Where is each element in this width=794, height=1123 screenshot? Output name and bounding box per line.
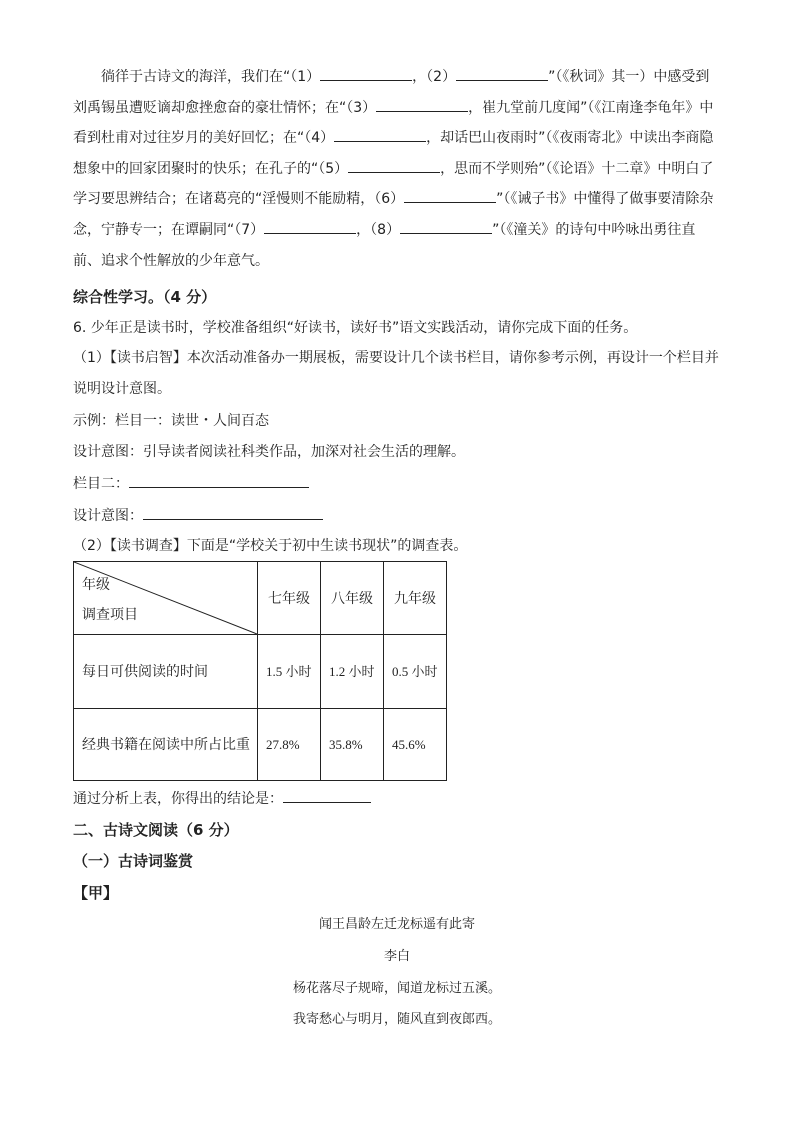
conclusion-label: 通过分析上表，你得出的结论是： [73,791,283,807]
poem-marker-jia: 【甲】 [73,884,119,902]
recitation-text: ，却话巴山夜雨时”（《夜雨寄北》中读出李商隐想象中的回家团聚时的快乐；在孔子的“（5） [73,130,714,177]
classics-share-grade9: 45.6% [384,709,447,781]
example-intent: 设计意图：引导读者阅读社科类作品，加深对社会生活的理解。 [73,444,465,460]
row-label-reading-time: 每日可供阅读的时间 [74,635,258,709]
blank-6[interactable] [404,188,496,203]
table-corner-cell [74,562,258,635]
poem-author: 李白 [383,949,410,964]
column-two-blank[interactable] [129,473,309,488]
recitation-text: 徜徉于古诗文的海洋，我们在“（1） [101,69,321,85]
corner-item-label: 调查项目 [82,607,138,623]
question-6-stem: 6. 少年正是读书时，学校准备组织“好读书，读好书”语文实践活动，请你完成下面的任务。 [73,320,638,336]
poem-title: 闻王昌龄左迁龙标遥有此寄 [318,917,475,932]
section-heading-comprehensive: 综合性学习。（4 分） [73,288,217,306]
column-two-row [73,473,309,495]
recitation-text: ，（2） [412,69,457,85]
conclusion-row [73,788,371,810]
classics-share-grade7: 27.8% [258,709,321,781]
blank-7[interactable] [264,219,356,234]
recitation-text: ”（《秋词》其一）中感受到刘禹锡虽遭贬谪却愈挫愈奋的豪壮情怀；在“（3） [73,69,710,116]
intent-label: 设计意图： [73,508,143,524]
example-column: 示例：栏目一：读世・人间百态 [73,413,269,429]
blank-2[interactable] [456,66,548,81]
blank-1[interactable] [320,66,412,81]
blank-5[interactable] [348,158,440,173]
question-6-sub1: （1）【读书启智】本次活动准备办一期展板，需要设计几个读书栏目，请你参考示例，再设计一个栏目并说明设计意图。 [73,350,719,397]
intent-blank[interactable] [143,505,323,520]
table-row [74,635,447,709]
blank-3[interactable] [376,97,468,112]
intent-row [73,505,323,527]
subsection-heading-poetry: （一）古诗词鉴赏 [73,852,194,870]
reading-time-grade9: 0.5 小时 [384,635,447,709]
table-header-grade7: 七年级 [258,562,321,635]
recitation-text: ，崔九堂前几度闻”（《江南逢李龟年》中看到杜甫对过往岁月的美好回忆；在“（4） [73,99,714,147]
reading-time-grade7: 1.5 小时 [258,635,321,709]
row-label-classics-share: 经典书籍在阅读中所占比重 [74,709,258,781]
recitation-text: ，（8） [356,221,401,238]
table-row [74,709,447,781]
recitation-text: ，思而不学则殆”（《论语》十二章》中明白了学习要思辨结合；在诸葛亮的“淫慢则不能励精，（6） [73,160,714,208]
table-header-row [74,562,447,635]
classics-share-grade8: 35.8% [321,709,384,781]
column-two-label: 栏目二： [73,476,129,492]
conclusion-blank[interactable] [283,788,371,803]
blank-8[interactable] [400,219,492,234]
survey-table [73,561,447,781]
recitation-text: ”（《诫子书》中懂得了做事要清除杂念，宁静专一；在谭嗣同“（7） [73,191,714,238]
poem-line-1: 杨花落尽子规啼，闻道龙标过五溪。 [292,981,501,996]
question-6-sub2: （2）【读书调查】下面是“学校关于初中生读书现状”的调查表。 [73,538,468,554]
corner-grade-label: 年级 [82,577,110,593]
recitation-paragraph [73,62,723,276]
reading-time-grade8: 1.2 小时 [321,635,384,709]
poem-line-2: 我寄愁心与明月，随风直到夜郎西。 [292,1012,501,1027]
recitation-text: ”（《潼关》的诗句中吟咏出勇往直前、追求个性解放的少年意气。 [73,221,696,269]
blank-4[interactable] [334,127,426,142]
section-heading-two: 二、古诗文阅读（6 分） [73,821,239,839]
table-header-grade8: 八年级 [321,562,384,635]
table-header-grade9: 九年级 [384,562,447,635]
